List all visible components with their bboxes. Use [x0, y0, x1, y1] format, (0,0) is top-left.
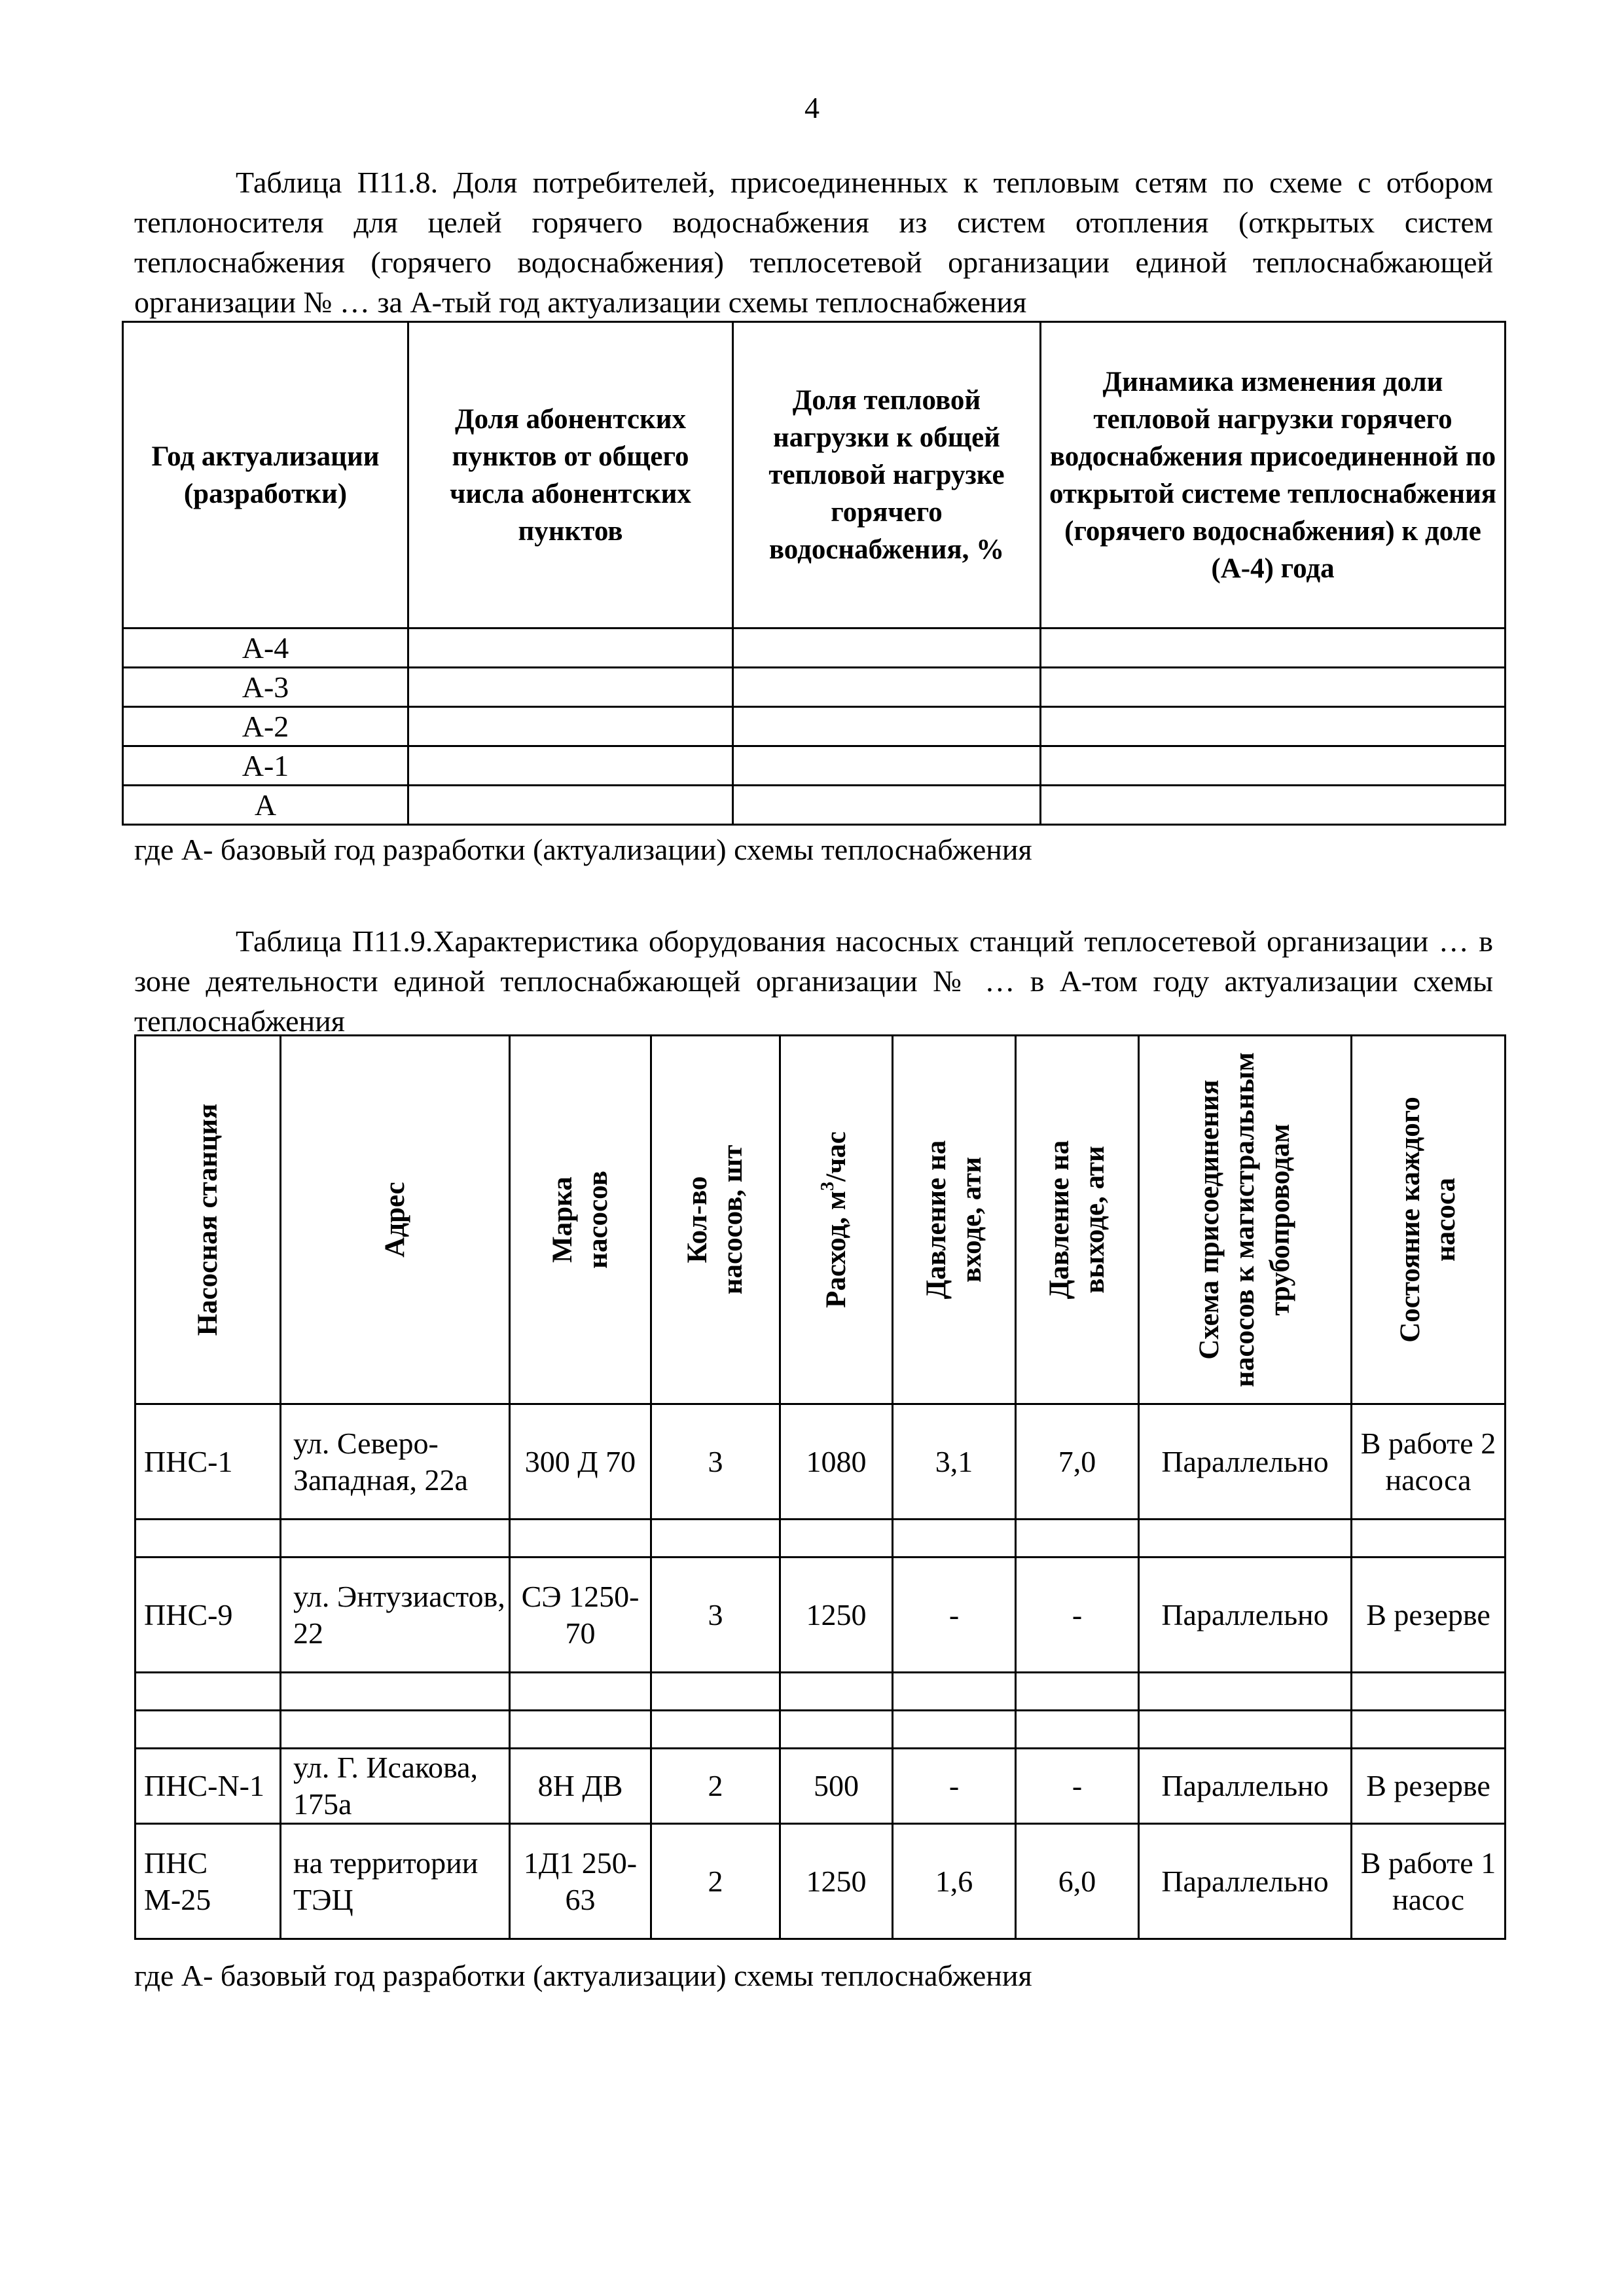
table-row — [135, 1558, 1506, 1673]
address-cell: на территории ТЭЦ — [281, 1824, 510, 1939]
pressure-in-cell: 1,6 — [893, 1824, 1016, 1939]
table2-header-station: Насосная станция — [135, 1036, 281, 1404]
table1-year-cell: А-4 — [123, 629, 408, 668]
count-cell: 2 — [651, 1749, 780, 1824]
state-cell: В резерве — [1352, 1558, 1506, 1673]
table1 — [122, 321, 1506, 826]
pressure-in-cell: - — [893, 1749, 1016, 1824]
station-cell: ПНС М-25 — [135, 1824, 281, 1939]
table2-header-scheme: Схема присоединения насосов к магистральным трубопроводам — [1139, 1036, 1352, 1404]
table1-header-load-share: Доля тепловой нагрузки к общей тепловой нагрузке горячего водоснабжения, % — [733, 322, 1041, 629]
table2-header-count: Кол-во насосов, шт — [651, 1036, 780, 1404]
state-cell: В работе 1 насос — [1352, 1824, 1506, 1939]
count-cell: 3 — [651, 1558, 780, 1673]
table2-header-flow: Расход, $м^3$/час — [780, 1036, 893, 1404]
pressure-in-cell: 3,1 — [893, 1404, 1016, 1520]
table1-year-cell: А-3 — [123, 668, 408, 707]
brand-cell: 8Н ДВ — [510, 1749, 651, 1824]
station-cell: ПНС-N-1 — [135, 1749, 281, 1824]
pressure-out-cell: - — [1016, 1558, 1139, 1673]
flow-cell: 500 — [780, 1749, 893, 1824]
pressure-out-cell: 6,0 — [1016, 1824, 1139, 1939]
table1-header-year: Год актуализации (разработки) — [123, 322, 408, 629]
table2-header-pressure-in: Давление на входе, ати — [893, 1036, 1016, 1404]
table-row — [135, 1673, 1506, 1711]
table-row — [123, 629, 1506, 668]
table-row — [123, 746, 1506, 786]
pressure-in-cell: - — [893, 1558, 1016, 1673]
pressure-out-cell: 7,0 — [1016, 1404, 1139, 1520]
table1-header-dynamics: Динамика изменения доли тепловой нагрузки горячего водоснабжения присоединенной по открытой системе теплоснабжения (горячего водоснабжения) к доле (А-4) года — [1041, 322, 1506, 629]
address-cell: ул. Г. Исакова, 175а — [281, 1749, 510, 1824]
address-cell: ул. Энтузиастов, 22 — [281, 1558, 510, 1673]
table2-header-pressure-out: Давление на выходе, ати — [1016, 1036, 1139, 1404]
brand-cell: СЭ 1250-70 — [510, 1558, 651, 1673]
table2-header-brand: Марка насосов — [510, 1036, 651, 1404]
table-row — [123, 707, 1506, 746]
station-cell: ПНС-1 — [135, 1404, 281, 1520]
state-cell: В резерве — [1352, 1749, 1506, 1824]
pressure-out-cell: - — [1016, 1749, 1139, 1824]
brand-cell: 300 Д 70 — [510, 1404, 651, 1520]
table-row — [123, 668, 1506, 707]
table2-header-state: Состояние каждого насоса — [1352, 1036, 1506, 1404]
table-row — [135, 1749, 1506, 1824]
table1-header-subscriber-share: Доля абонентских пунктов от общего числа абонентских пунктов — [408, 322, 733, 629]
scheme-cell: Параллельно — [1139, 1749, 1352, 1824]
scheme-cell: Параллельно — [1139, 1404, 1352, 1520]
table1-header-row — [123, 322, 1506, 629]
table2-header-address: Адрес — [281, 1036, 510, 1404]
table1-year-cell: А-1 — [123, 746, 408, 786]
table1-year-cell: А-2 — [123, 707, 408, 746]
table2-note: где А- базовый год разработки (актуализации) схемы теплоснабжения — [134, 1959, 1032, 1992]
table2 — [134, 1034, 1506, 1940]
table1-year-cell: А — [123, 786, 408, 825]
table-row — [123, 786, 1506, 825]
table1-note: где А- базовый год разработки (актуализации) схемы теплоснабжения — [134, 833, 1032, 866]
flow-cell: 1080 — [780, 1404, 893, 1520]
table-row — [135, 1520, 1506, 1558]
scheme-cell: Параллельно — [1139, 1824, 1352, 1939]
table2-header-row — [135, 1036, 1506, 1404]
table-row — [135, 1711, 1506, 1749]
brand-cell: 1Д1 250-63 — [510, 1824, 651, 1939]
station-cell: ПНС-9 — [135, 1558, 281, 1673]
table2-caption: Таблица П11.9.Характеристика оборудования насосных станций теплосетевой организации … в зоне деятельности единой теплоснабжающей организации № … в А-том году актуализации схемы теплоснабжения — [134, 924, 1493, 1038]
flow-cell: 1250 — [780, 1824, 893, 1939]
address-cell: ул. Северо-Западная, 22а — [281, 1404, 510, 1520]
state-cell: В работе 2 насоса — [1352, 1404, 1506, 1520]
table-row — [135, 1404, 1506, 1520]
count-cell: 2 — [651, 1824, 780, 1939]
count-cell: 3 — [651, 1404, 780, 1520]
table1-caption: Таблица П11.8. Доля потребителей, присоединенных к тепловым сетям по схеме с отбором теплоносителя для целей горячего водоснабжения из систем отопления (открытых систем теплоснабжения (горячего водоснабжения) теплосетевой организации единой теплоснабжающей организации № … за А-тый год актуализации схемы теплоснабжения — [134, 166, 1493, 319]
table-row — [135, 1824, 1506, 1939]
scheme-cell: Параллельно — [1139, 1558, 1352, 1673]
flow-cell: 1250 — [780, 1558, 893, 1673]
page-number: 4 — [804, 91, 820, 124]
